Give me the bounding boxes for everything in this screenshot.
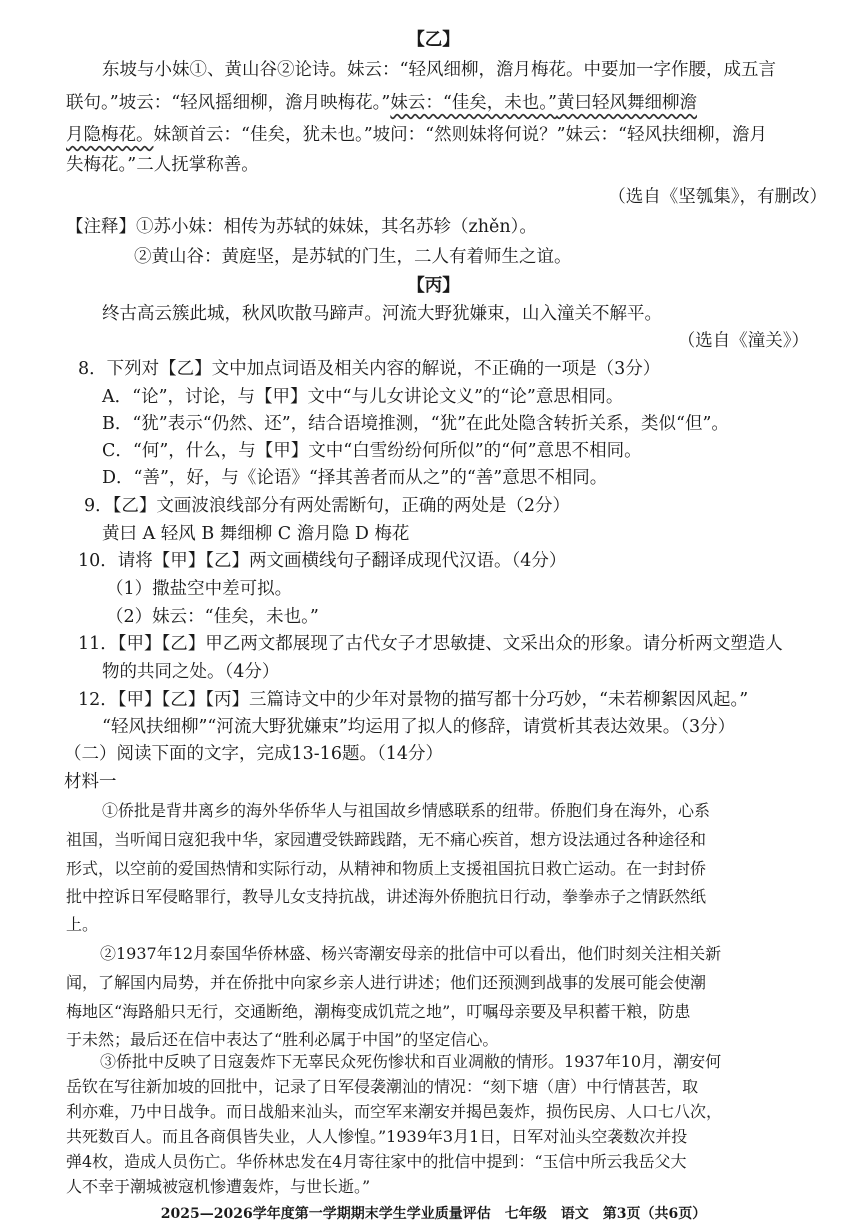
material-para-3-line: 弹4枚，造成人员伤亡。华侨林忠发在4月寄往家中的批信中提到：“玉信中所云我岳父大 — [66, 1152, 687, 1171]
material-one-label: 材料一 — [64, 772, 117, 792]
material-para-2-line: 闻，了解国内局势，并在侨批中向家乡亲人进行讲述；他们还预测到战事的发展可能会使潮 — [66, 973, 707, 992]
bing-source: （选自《潼关》） — [677, 331, 809, 351]
question-9: 9．【乙】文画波浪线部分有两处需断句，正确的两处是（2分） — [84, 496, 571, 516]
material-para-2-line: 梅地区“海路船只无行，交通断绝，潮梅变成饥荒之地”，叮嘱母亲要及早积蓄干粮，防患 — [66, 1002, 691, 1021]
question-10: 10．请将【甲】【乙】两文画横线句子翻译成现代汉语。（4分） — [78, 551, 567, 571]
question-9-text: 黄曰 A 轻风 B 舞细柳 C 澹月隐 D 梅花 — [102, 524, 410, 544]
yi-source: （选自《坚瓠集》，有删改） — [608, 187, 827, 207]
yi-text-line-1: 东坡与小妹①、黄山谷②论诗。妹云：“轻风细柳，澹月梅花。中要加一字作腰，成五言 — [102, 60, 776, 80]
material-para-3-line: 岳钦在写往新加坡的回批中，记录了日军侵袭潮汕的情况：“刻下塘（唐）中行情甚苦，取 — [66, 1077, 699, 1096]
yi-text-line-4: 失梅花。”二人抚掌称善。 — [66, 155, 259, 175]
question-10-item-1: （1）撒盐空中差可拟。 — [106, 579, 293, 599]
material-para-3-line: 共死数百人。而且各商俱皆失业，人人惨惶。”1939年3月1日，日军对汕头空袭数次并投 — [66, 1127, 688, 1146]
material-para-1-line: 上。 — [66, 915, 99, 934]
yi-text-line-2 — [66, 89, 697, 117]
yi-text-segment: 联句。”坡云：“轻风摇细柳，澹月映梅花。” — [66, 93, 391, 113]
material-para-1-line: ①侨批是背井离乡的海外华侨华人与祖国故乡情感联系的纽带。侨胞们身在海外，心系 — [102, 801, 711, 820]
material-para-2-line: ②1937年12月泰国华侨林盛、杨兴寄潮安母亲的批信中可以看出，他们时刻关注相关新 — [100, 944, 722, 963]
material-para-1-line: 祖国，当听闻日寇犯我中华，家园遭受铁蹄践踏，无不痛心疾首，想方设法通过各种途径和 — [66, 830, 707, 849]
material-para-3-line: 利亦难，乃中日战争。而日战船来汕头，而空军来潮安并揭邑轰炸，损伤民房、人口七八次， — [66, 1102, 723, 1121]
material-para-1-line: 批中控诉日军侵略罪行，教导儿女支持抗战，讲述海外侨胞抗日行动，拳拳赤子之情跃然纸 — [66, 887, 707, 906]
material-para-2-line: 于未然；最后还在信中表达了“胜利必属于中国”的坚定信心。 — [66, 1030, 499, 1049]
question-10-item-2: （2）妹云：“佳矣，未也。” — [106, 607, 319, 627]
question-12-line-2: “轻风扶细柳”“河流大野犹嫌束”均运用了拟人的修辞，请赏析其表达效果。（3分） — [102, 717, 736, 737]
bing-poem: 终古高云簇此城，秋风吹散马蹄声。河流大野犹嫌束，山入潼关不解平。 — [102, 304, 662, 324]
question-8-option-c: C．“何”，什么，与【甲】文中“白雪纷纷何所似”的“何”意思不相同。 — [102, 441, 642, 461]
bing-heading: 【丙】 — [407, 276, 460, 296]
yi-text-segment: 妹颔首云：“佳矣，犹未也。”坡问：“然则妹将何说？”妹云：“轻风扶细柳，澹月 — [153, 125, 767, 145]
question-8-option-b: B．“犹”表示“仍然、还”，结合语境推测，“犹”在此处隐含转折关系，类似“但”。 — [102, 414, 729, 434]
question-12-line-1: 12．【甲】【乙】【丙】三篇诗文中的少年对景物的描写都十分巧妙，“未若柳絮因风起。” — [78, 690, 749, 710]
page-footer: 2025—2026学年度第一学期期末学生学业质量评估 七年级 语文 第3页（共6页） — [160, 1206, 707, 1222]
question-11-line-1: 11．【甲】【乙】甲乙两文都展现了古代女子才思敏捷、文采出众的形象。请分析两文塑造人 — [78, 634, 783, 654]
material-para-3-line: 人不幸于潮城被寇机惨遭轰炸，与世长逝。” — [66, 1177, 371, 1196]
wavy-underlined-text: 月隐梅花。 — [66, 125, 154, 145]
yi-note-2: ②黄山谷：黄庭坚，是苏轼的门生，二人有着师生之谊。 — [134, 247, 572, 267]
wavy-underlined-text: 黄曰轻风舞细柳澹 — [557, 93, 697, 113]
section-2-title: （二）阅读下面的文字，完成13-16题。（14分） — [64, 744, 443, 764]
yi-heading: 【乙】 — [407, 30, 460, 50]
question-8-option-d: D．“善”，好，与《论语》“择其善者而从之”的“善”意思不相同。 — [102, 468, 608, 488]
material-para-1-line: 形式，以空前的爱国热情和实际行动，从精神和物质上支援祖国抗日救亡运动。在一封封侨 — [66, 859, 707, 878]
wavy-underlined-sentence: 妹云：“佳矣，未也。” — [390, 93, 557, 113]
yi-text-line-3 — [66, 121, 767, 149]
question-8: 8．下列对【乙】文中加点词语及相关内容的解说，不正确的一项是（3分） — [78, 359, 661, 379]
material-para-3-line: ③侨批中反映了日寇轰炸下无辜民众死伤惨状和百业凋敝的情形。1937年10月，潮安何 — [100, 1052, 722, 1071]
question-11-line-2: 物的共同之处。（4分） — [102, 662, 280, 682]
question-8-option-a: A．“论”，讨论，与【甲】文中“与儿女讲论文义”的“论”意思相同。 — [102, 387, 624, 407]
yi-note-1: 【注释】①苏小妹：相传为苏轼的妹妹，其名苏轸（zhěn）。 — [66, 217, 537, 237]
